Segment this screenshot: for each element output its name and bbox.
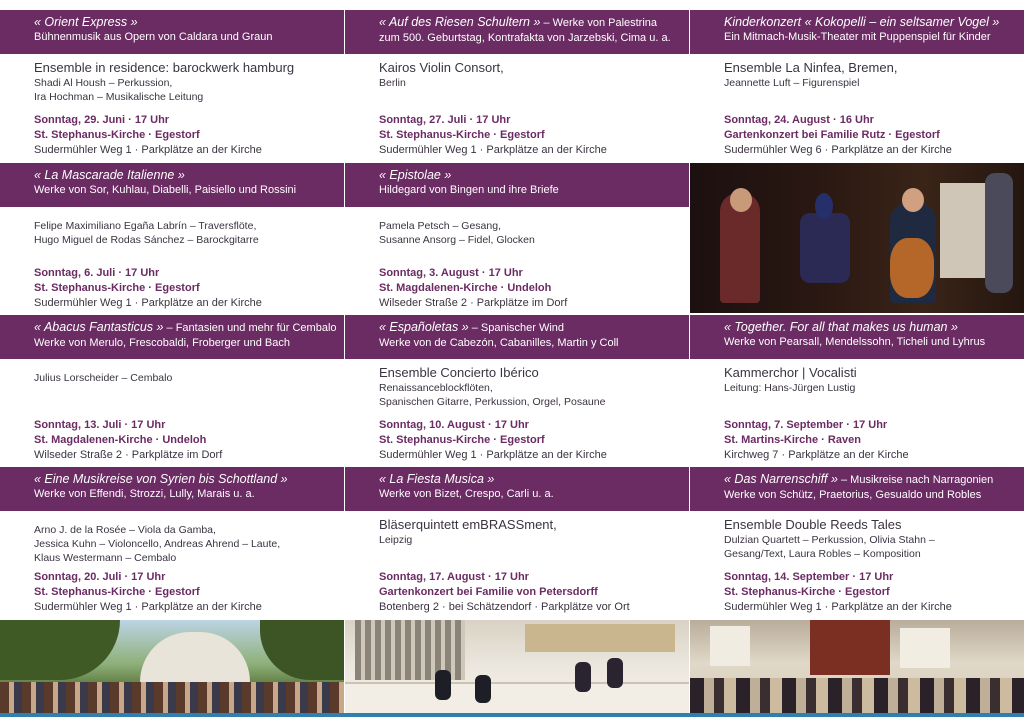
event-date: [379, 266, 523, 281]
event-card: [690, 467, 1024, 619]
event-performers: [0, 517, 344, 565]
event-subtitle: Werke von Schütz, Praetorius, Gesualdo und Robles: [724, 489, 982, 501]
event-title-suffix: – Spanischer Wind: [468, 322, 565, 334]
performer-line: Klaus Westermann – Cembalo: [34, 552, 177, 564]
event-subtitle: Werke von Sor, Kuhlau, Diabelli, Paisiello und Rossini: [34, 184, 297, 196]
event-address-text: Sudermühler Weg 1 · Parkplätze an der Kirche: [34, 297, 262, 309]
event-title-line: [34, 472, 336, 487]
performer-line: Leitung: Hans-Jürgen Lustig: [724, 382, 856, 394]
performer-line: Pamela Petsch – Gesang,: [379, 220, 501, 232]
ensemble-name: Kammerchor | Vocalisti: [724, 365, 857, 380]
event-card: [690, 10, 1024, 162]
event-subtitle: Werke von Effendi, Strozzi, Lully, Marais u. a.: [34, 488, 255, 500]
event-title: « Españoletas »: [379, 320, 469, 334]
event-title-line: [724, 320, 1016, 335]
performer-line: Berlin: [379, 77, 406, 89]
event-date-text: Sonntag, 7. September · 17 Uhr: [724, 419, 888, 431]
event-date: [34, 113, 169, 128]
event-venue-text: St. Magdalenen-Kirche · Undeloh: [379, 282, 552, 294]
event-header: [345, 163, 689, 207]
event-title: « Orient Express »: [34, 15, 138, 29]
event-title-line: [34, 168, 336, 183]
event-address: [724, 600, 952, 615]
event-address: [34, 296, 262, 311]
event-title-line: [379, 15, 681, 31]
event-header: [690, 315, 1024, 359]
event-address: [724, 448, 909, 463]
event-venue: [379, 128, 545, 143]
event-address-text: Sudermühler Weg 6 · Parkplätze an der Kirche: [724, 144, 952, 156]
ensemble-name: Ensemble La Ninfea, Bremen,: [724, 60, 898, 75]
event-date-text: Sonntag, 6. Juli · 17 Uhr: [34, 267, 160, 279]
event-subtitle: Werke von Merulo, Frescobaldi, Froberger und Bach: [34, 337, 290, 349]
photo-puppet-theatre: [690, 163, 1024, 313]
event-venue-text: Gartenkonzert bei Familie Rutz · Egestorf: [724, 129, 940, 141]
performer-line: Dulzian Quartett – Perkussion, Olivia Stahn –: [724, 534, 935, 546]
ensemble-name: Ensemble Double Reeds Tales: [724, 517, 902, 532]
event-performers: [690, 60, 1024, 90]
performer-line: Ira Hochman – Musikalische Leitung: [34, 91, 204, 103]
event-performers: [690, 365, 1024, 395]
performer-line: Leipzig: [379, 534, 413, 546]
event-performers: [0, 213, 344, 247]
event-performers: [690, 517, 1024, 561]
event-title: « Eine Musikreise von Syrien bis Schottland »: [34, 472, 288, 486]
event-date: [34, 570, 165, 585]
event-header: [345, 10, 689, 54]
event-header: [690, 467, 1024, 511]
event-header: [345, 467, 689, 511]
event-date-text: Sonntag, 29. Juni · 17 Uhr: [34, 114, 170, 126]
event-subtitle: Hildegard von Bingen und ihre Briefe: [379, 184, 559, 196]
event-venue: [724, 585, 890, 600]
performer-line: Spanischen Gitarre, Perkussion, Orgel, Posaune: [379, 396, 606, 408]
event-venue: [379, 433, 545, 448]
event-venue: [379, 585, 598, 600]
event-card: [0, 10, 344, 162]
event-address-text: Sudermühler Weg 1 · Parkplätze an der Kirche: [379, 144, 607, 156]
event-title: « Auf des Riesen Schultern »: [379, 15, 541, 29]
event-address: [379, 448, 607, 463]
photo-church-organ-brass: [345, 620, 689, 717]
photo-church-ensemble: [690, 620, 1024, 717]
event-title-line: [34, 15, 336, 30]
event-date: [724, 418, 887, 433]
event-address-text: Wilseder Straße 2 · Parkplätze im Dorf: [379, 297, 568, 309]
event-venue-text: St. Stephanus-Kirche · Egestorf: [379, 129, 545, 141]
event-title-suffix: – Werke von Palestrina: [540, 17, 658, 29]
ensemble-name: Ensemble in residence: barockwerk hamburg: [34, 60, 295, 75]
ensemble-name: Kairos Violin Consort,: [379, 60, 504, 75]
performer-line: Renaissanceblockflöten,: [379, 382, 493, 394]
event-venue: [34, 128, 200, 143]
event-address-text: Sudermühler Weg 1 · Parkplätze an der Kirche: [724, 601, 952, 613]
event-title-line: [379, 168, 681, 183]
event-venue: [34, 433, 206, 448]
event-date: [724, 113, 874, 128]
ensemble-name: Bläserquintett emBRASSment,: [379, 517, 557, 532]
event-header: [690, 10, 1024, 54]
event-venue: [34, 281, 200, 296]
event-date: [34, 266, 159, 281]
performer-line: Gesang/Text, Laura Robles – Komposition: [724, 548, 921, 560]
event-title-line: [34, 320, 336, 336]
event-title-line: [724, 15, 1016, 30]
event-header: [345, 315, 689, 359]
event-date: [724, 570, 893, 585]
event-performers: [345, 60, 689, 90]
event-address: [34, 143, 262, 158]
event-venue-text: St. Magdalenen-Kirche · Undeloh: [34, 434, 207, 446]
event-date-text: Sonntag, 27. Juli · 17 Uhr: [379, 114, 511, 126]
event-address-text: Botenberg 2 · bei Schätzendorf · Parkplätze vor Ort: [379, 601, 630, 613]
photo-open-air-concert: [0, 620, 344, 717]
event-address: [724, 143, 952, 158]
event-card: [345, 10, 689, 162]
event-card: [690, 315, 1024, 467]
event-header: [0, 10, 344, 54]
event-date-text: Sonntag, 10. August · 17 Uhr: [379, 419, 529, 431]
event-venue-text: St. Stephanus-Kirche · Egestorf: [34, 129, 200, 141]
event-performers: [0, 60, 344, 104]
event-header: [0, 315, 344, 359]
ensemble-name: Ensemble Concierto Ibérico: [379, 365, 539, 380]
event-title: « La Fiesta Musica »: [379, 472, 495, 486]
event-title-suffix: – Musikreise nach Narragonien: [837, 474, 994, 486]
event-venue-text: St. Martins-Kirche · Raven: [724, 434, 861, 446]
event-date: [379, 570, 529, 585]
performer-line: Jessica Kuhn – Violoncello, Andreas Ahrend – Laute,: [34, 538, 281, 550]
event-subtitle: Ein Mitmach-Musik-Theater mit Puppenspiel für Kinder: [724, 31, 991, 43]
event-title: « Together. For all that makes us human »: [724, 320, 958, 334]
event-card: [345, 467, 689, 619]
event-title: « Epistolae »: [379, 168, 452, 182]
event-card: [345, 315, 689, 467]
event-performers: [345, 365, 689, 409]
event-card: [0, 163, 344, 315]
event-subtitle: Bühnenmusik aus Opern von Caldara und Graun: [34, 31, 273, 43]
event-subtitle: Werke von Bizet, Crespo, Carli u. a.: [379, 488, 554, 500]
performer-line: Shadi Al Housh – Perkussion,: [34, 77, 173, 89]
event-date-text: Sonntag, 13. Juli · 17 Uhr: [34, 419, 166, 431]
event-address-text: Wilseder Straße 2 · Parkplätze im Dorf: [34, 449, 223, 461]
event-date-text: Sonntag, 17. August · 17 Uhr: [379, 571, 529, 583]
event-card: [345, 163, 689, 315]
event-address-text: Sudermühler Weg 1 · Parkplätze an der Kirche: [34, 144, 262, 156]
event-title: « Das Narrenschiff »: [724, 472, 838, 486]
event-date-text: Sonntag, 14. September · 17 Uhr: [724, 571, 894, 583]
event-address-text: Kirchweg 7 · Parkplätze an der Kirche: [724, 449, 909, 461]
event-header: [0, 467, 344, 511]
event-card: [0, 315, 344, 467]
event-date-text: Sonntag, 3. August · 17 Uhr: [379, 267, 523, 279]
performer-line: Susanne Ansorg – Fidel, Glocken: [379, 234, 535, 246]
performer-line: Julius Lorscheider – Cembalo: [34, 372, 173, 384]
event-address: [379, 600, 630, 615]
event-address: [34, 448, 222, 463]
event-address-text: Sudermühler Weg 1 · Parkplätze an der Kirche: [379, 449, 607, 461]
event-subtitle: Werke von Pearsall, Mendelssohn, Ticheli und Lyhrus: [724, 336, 986, 348]
event-address: [34, 600, 262, 615]
event-title: « Abacus Fantasticus »: [34, 320, 164, 334]
event-venue-text: St. Stephanus-Kirche · Egestorf: [34, 586, 200, 598]
event-venue-text: St. Stephanus-Kirche · Egestorf: [724, 586, 890, 598]
event-date-text: Sonntag, 20. Juli · 17 Uhr: [34, 571, 166, 583]
event-subtitle: zum 500. Geburtstag, Kontrafakta von Jarzebski, Cima u. a.: [379, 32, 671, 44]
performer-line: Hugo Miguel de Rodas Sánchez – Barockgitarre: [34, 234, 259, 246]
event-title-line: [379, 320, 681, 336]
event-address: [379, 143, 607, 158]
event-venue-text: St. Stephanus-Kirche · Egestorf: [379, 434, 545, 446]
event-subtitle: Werke von de Cabezón, Cabanilles, Martin y Coll: [379, 337, 619, 349]
performer-line: Felipe Maximiliano Egaña Labrín – Traversflöte,: [34, 220, 257, 232]
event-venue: [724, 433, 861, 448]
event-date: [379, 418, 529, 433]
event-card: [0, 467, 344, 619]
event-performers: [345, 213, 689, 247]
event-address: [379, 296, 567, 311]
event-venue: [724, 128, 940, 143]
event-title-suffix: – Fantasien und mehr für Cembalo: [163, 322, 337, 334]
event-venue-text: St. Stephanus-Kirche · Egestorf: [34, 282, 200, 294]
event-venue-text: Gartenkonzert bei Familie von Petersdorff: [379, 586, 598, 598]
performer-line: Arno J. de la Rosée – Viola da Gamba,: [34, 524, 216, 536]
event-title-line: [379, 472, 681, 487]
bottom-stripe: [0, 713, 1024, 717]
event-date: [34, 418, 165, 433]
event-date-text: Sonntag, 24. August · 16 Uhr: [724, 114, 874, 126]
event-header: [0, 163, 344, 207]
event-title-line: [724, 472, 1016, 488]
event-performers: [0, 365, 344, 385]
event-date: [379, 113, 510, 128]
event-title: Kinderkonzert « Kokopelli – ein seltsamer Vogel »: [724, 15, 1000, 29]
performer-line: Jeannette Luft – Figurenspiel: [724, 77, 860, 89]
event-venue: [379, 281, 551, 296]
event-performers: [345, 517, 689, 547]
event-title: « La Mascarade Italienne »: [34, 168, 185, 182]
event-address-text: Sudermühler Weg 1 · Parkplätze an der Kirche: [34, 601, 262, 613]
event-venue: [34, 585, 200, 600]
